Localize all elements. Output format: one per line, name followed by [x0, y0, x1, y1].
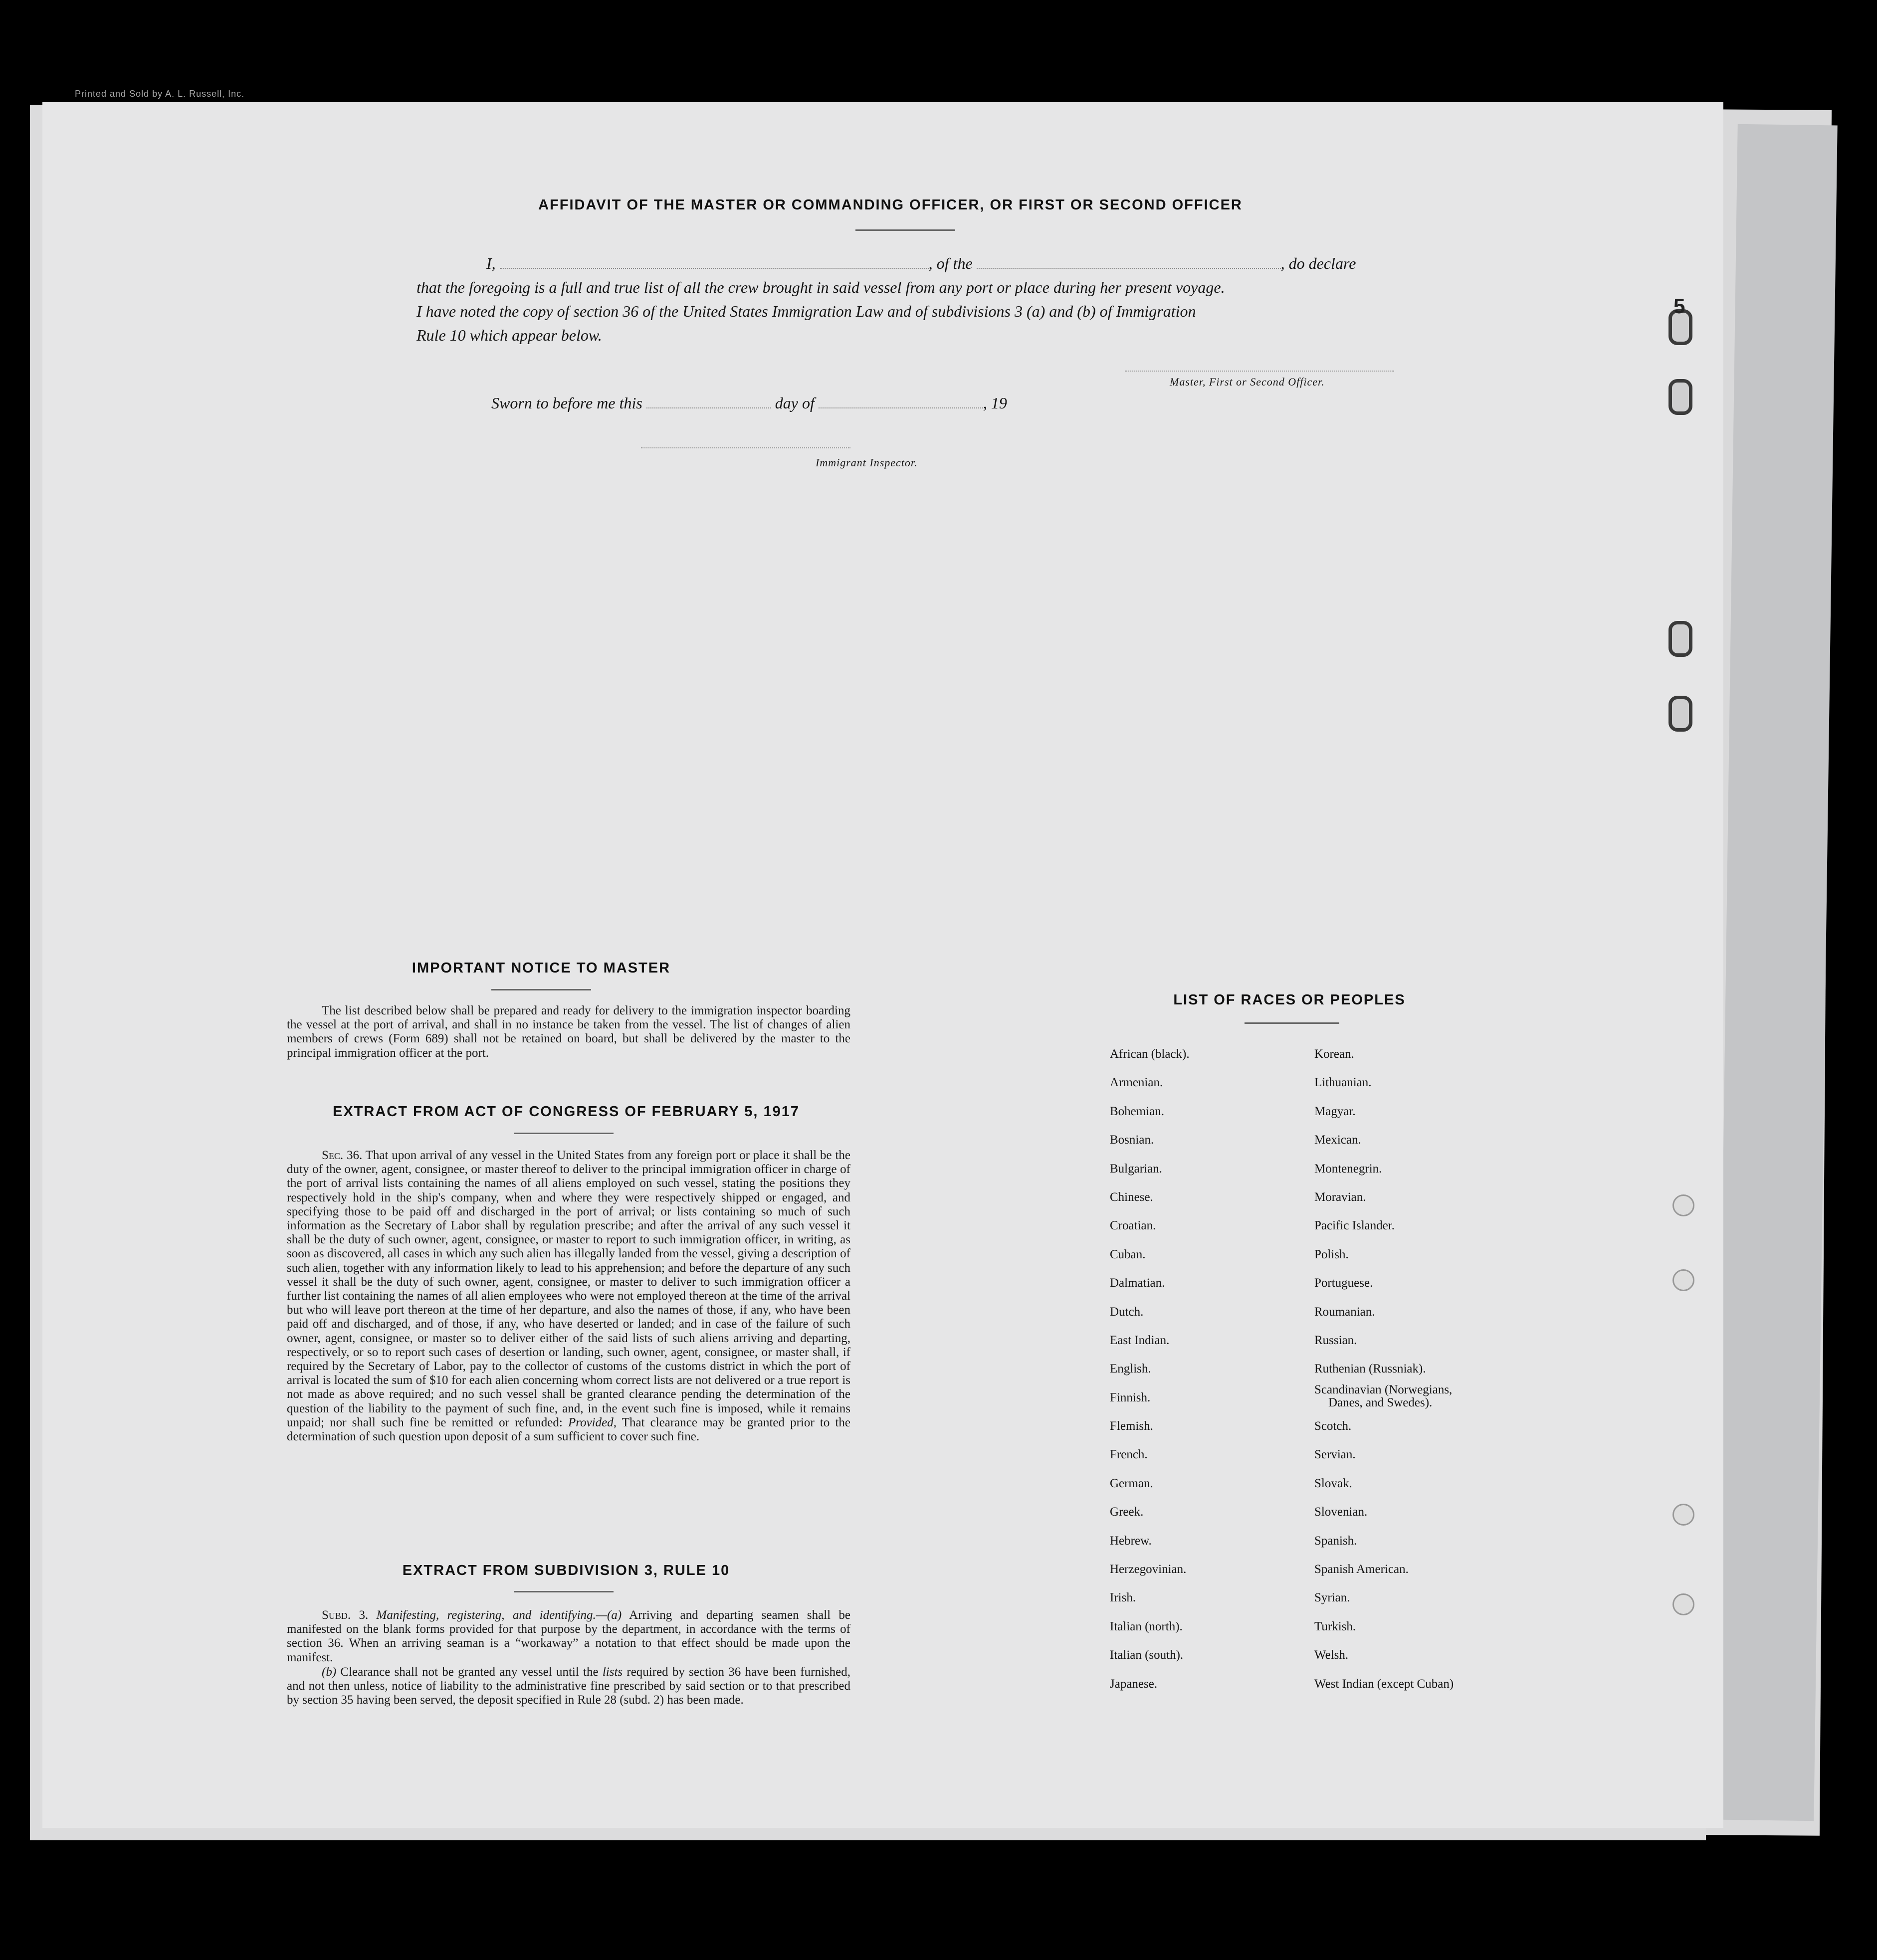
race-item [1314, 1355, 1454, 1383]
race-item-label: Scandinavian (Norwegians, [1314, 1382, 1453, 1396]
race-item [1314, 1068, 1454, 1097]
race-item [1314, 1527, 1454, 1555]
divider [1245, 1022, 1339, 1024]
affidavit-i: I, [486, 254, 496, 272]
sworn-month-field[interactable] [819, 392, 983, 408]
sec-label: Sec. 36. [322, 1149, 363, 1162]
binder-hole [1672, 1504, 1694, 1526]
race-item-label: Magyar. [1314, 1104, 1356, 1118]
race-item [1314, 1097, 1454, 1126]
race-item-label: African (black). [1110, 1047, 1190, 1061]
race-item [1110, 1097, 1190, 1126]
race-item-label: Pacific Islander. [1314, 1219, 1395, 1233]
race-item-label: Bulgarian. [1110, 1162, 1162, 1176]
race-item-label: Irish. [1110, 1591, 1136, 1605]
binder-hole [1672, 1593, 1694, 1615]
race-item-label: Lithuanian. [1314, 1076, 1372, 1090]
race-item-label: Greek. [1110, 1505, 1144, 1519]
race-item [1110, 1670, 1190, 1698]
extract-act-text [287, 1149, 850, 1444]
race-item [1314, 1126, 1454, 1154]
corner-mark: 5 [1673, 294, 1685, 318]
vessel-name-field[interactable] [977, 253, 1281, 269]
race-item [1110, 1326, 1190, 1355]
race-item [1314, 1641, 1454, 1669]
extract-rule-part-a [287, 1608, 850, 1665]
race-item [1110, 1469, 1190, 1498]
race-item [1110, 1383, 1190, 1412]
affidavit-title: AFFIDAVIT OF THE MASTER OR COMMANDING OFFICER, OR FIRST OR SECOND OFFICER [538, 197, 1243, 213]
race-item-label: Roumanian. [1314, 1305, 1375, 1319]
extract-rule-part-b [287, 1665, 850, 1708]
binder-ring [1668, 379, 1692, 415]
part-a-text: Arriving and departing seamen shall be manifested on the blank forms provided for that purpose by the department, in accordance with the terms of section 36. When an arriving seaman is a “workaway” a notation to that effect should be made upon the manifest. [287, 1608, 850, 1664]
race-item [1110, 1498, 1190, 1526]
race-item-label: Scotch. [1314, 1419, 1352, 1433]
sworn-line [491, 392, 1140, 414]
affidavit-of-the: , of the [928, 254, 973, 272]
race-item-label: Hebrew. [1110, 1534, 1152, 1548]
sec-text-a: That upon arrival of any vessel in the United States from any foreign port or place it shall be the duty of the owner, agent, consignee, or master thereof to deliver to the principal immigration officer in charge of the port of arrival lists containing the names of all aliens employed on such vessel, stating the positions they respectively hold in the ship's company, when and where they were respectively shipped or engaged, and specifying those to be paid off and discharged in the port of arrival; or lists containing so much of such information as the Secretary of Labor shall by regulation prescribe; and after the arrival of any such vessel it shall be the duty of such owner, agent, consignee, or master to report to such immigration officer, in writing, as soon as discovered, all cases in which any such alien has illegally landed from the vessel, giving a description of such alien, together with any information likely to lead to his apprehension; and before the departure of any such vessel it shall be the duty of such owner, agent, consignee, or master to deliver to such immigration officer a further list containing the names of all alien employees who were not employed thereon at the time of the arrival but who will leave port thereon at the time of her departure, and also the names of those, if any, who have been paid off and discharged, and of those, if any, who have deserted or landed; and in case of the failure of such owner, agent, consignee, or master so to deliver either of the said lists of such aliens arriving and departing, respectively, or so to report such cases of desertion or landing, such owner, agent, consignee, or master shall, if required by the Secretary of Labor, pay to the collector of customs of the customs district in which the port of arrival is located the sum of $10 for each alien concerning whom correct lists are not delivered or a true report is not made as above required; and no such vessel shall be granted clearance pending the determination of the question of the liability to the payment of such fine, and, in the event such fine is imposed, while it remains unpaid; nor shall such fine be remitted or refunded: [287, 1149, 850, 1429]
race-item [1314, 1440, 1454, 1469]
inspector-caption: Immigrant Inspector. [816, 456, 918, 469]
race-item-label: Chinese. [1110, 1190, 1153, 1204]
race-item-label: Dutch. [1110, 1305, 1144, 1319]
race-item [1110, 1040, 1190, 1068]
race-item [1110, 1641, 1190, 1669]
race-item [1110, 1440, 1190, 1469]
race-item [1314, 1211, 1454, 1240]
race-item-label: Italian (south). [1110, 1648, 1184, 1662]
race-item-label: Montenegrin. [1314, 1162, 1382, 1176]
race-item-label: Spanish. [1314, 1534, 1357, 1548]
part-b-lists: lists [602, 1665, 623, 1679]
affidavit-declare: , do declare [1280, 254, 1356, 272]
sec-text-b: That clearance may be granted prior to the determination of such question upon deposit of a sum sufficient to cover such fine. [287, 1415, 850, 1444]
binder-hole [1672, 1269, 1694, 1291]
race-item [1314, 1269, 1454, 1297]
binder-ring [1668, 696, 1692, 732]
inspector-signature-line[interactable] [641, 447, 850, 448]
race-item [1314, 1040, 1454, 1068]
race-item-label: Slovak. [1314, 1476, 1352, 1490]
race-item-label: French. [1110, 1448, 1148, 1462]
race-item-label: Flemish. [1110, 1419, 1153, 1433]
race-item [1314, 1326, 1454, 1355]
form-page [42, 102, 1723, 1828]
race-item-label: Finnish. [1110, 1390, 1151, 1404]
race-item-label: Welsh. [1314, 1648, 1349, 1662]
race-item-label: Spanish American. [1314, 1563, 1409, 1576]
affidavit-line-4: Rule 10 which appear below. [417, 326, 602, 344]
race-item [1110, 1412, 1190, 1440]
race-item [1314, 1240, 1454, 1269]
race-item [1314, 1383, 1454, 1412]
race-item-label: Japanese. [1110, 1677, 1158, 1691]
race-item-label: West Indian (except Cuban) [1314, 1677, 1454, 1691]
binder-ring [1668, 621, 1692, 657]
race-item [1110, 1126, 1190, 1154]
master-signature-line[interactable] [1125, 371, 1394, 372]
divider [491, 989, 591, 990]
race-item-label: Syrian. [1314, 1591, 1350, 1605]
race-item-label: Bohemian. [1110, 1104, 1165, 1118]
provided-word: Provided, [568, 1415, 617, 1429]
race-item-label: Dalmatian. [1110, 1276, 1165, 1290]
race-item-label: Turkish. [1314, 1619, 1356, 1633]
race-item [1314, 1612, 1454, 1641]
subd-heading: Manifesting, registering, and identifying. [376, 1608, 596, 1622]
binder-hole [1672, 1194, 1694, 1216]
race-item [1110, 1555, 1190, 1583]
race-item [1110, 1298, 1190, 1326]
race-item-label: English. [1110, 1362, 1151, 1376]
race-item-label: Moravian. [1314, 1190, 1366, 1204]
race-item [1110, 1527, 1190, 1555]
notice-title: IMPORTANT NOTICE TO MASTER [412, 960, 671, 976]
race-item [1314, 1183, 1454, 1211]
extract-rule-title: EXTRACT FROM SUBDIVISION 3, RULE 10 [402, 1563, 730, 1578]
master-caption: Master, First or Second Officer. [1170, 376, 1325, 388]
master-name-field[interactable] [500, 253, 929, 269]
race-item [1110, 1155, 1190, 1183]
printer-note: Printed and Sold by A. L. Russell, Inc. [75, 89, 245, 99]
race-item [1110, 1068, 1190, 1097]
race-item [1110, 1583, 1190, 1612]
races-column-1 [1110, 1040, 1190, 1698]
race-item [1314, 1555, 1454, 1583]
affidavit-line-1 [486, 252, 1459, 275]
divider [855, 229, 955, 231]
race-item-label: Servian. [1314, 1448, 1356, 1462]
sworn-day-field[interactable] [646, 392, 771, 408]
divider [514, 1133, 614, 1134]
race-item [1314, 1298, 1454, 1326]
race-item-label: Russian. [1314, 1333, 1357, 1347]
races-title: LIST OF RACES OR PEOPLES [1173, 992, 1406, 1008]
race-item [1314, 1583, 1454, 1612]
race-item [1110, 1612, 1190, 1641]
race-item-label: Korean. [1314, 1047, 1354, 1061]
part-a-label: —(a) [596, 1608, 622, 1622]
race-item [1314, 1498, 1454, 1526]
part-b-text-a: Clearance shall not be granted any vessel until the [340, 1665, 599, 1679]
race-item [1314, 1469, 1454, 1498]
race-item-label: Croatian. [1110, 1219, 1156, 1233]
affidavit-line-2: that the foregoing is a full and true list of all the crew brought in said vessel from any port or place during her present voyage. [417, 278, 1225, 296]
race-item-continuation: Danes, and Swedes). [1328, 1395, 1433, 1409]
race-item-label: Armenian. [1110, 1076, 1163, 1090]
race-item-label: Italian (north). [1110, 1619, 1183, 1633]
race-item [1314, 1412, 1454, 1440]
race-item [1110, 1211, 1190, 1240]
race-item [1110, 1269, 1190, 1297]
part-b-text-b: required by section 36 have been furnished, and not then unless, notice of liability to the administrative fine prescribed by said section or to that prescribed by section 35 having been served, the deposit specified in Rule 28 (subd. 2) has been made. [287, 1665, 850, 1707]
race-item [1110, 1355, 1190, 1383]
part-b-label: (b) [322, 1665, 337, 1679]
race-item-label: Polish. [1314, 1247, 1349, 1261]
race-item-label: Herzegovinian. [1110, 1563, 1187, 1576]
race-item-label: Cuban. [1110, 1247, 1146, 1261]
sworn-year: , 19 [983, 394, 1007, 412]
extract-act-title: EXTRACT FROM ACT OF CONGRESS OF FEBRUARY 5, 1917 [332, 1104, 800, 1120]
race-item-label: Ruthenian (Russniak). [1314, 1362, 1426, 1376]
race-item [1314, 1155, 1454, 1183]
sworn-prefix: Sworn to before me this [491, 394, 642, 412]
race-item-label: German. [1110, 1476, 1153, 1490]
race-item-label: Slovenian. [1314, 1505, 1368, 1519]
race-item [1110, 1240, 1190, 1269]
race-item-label: Portuguese. [1314, 1276, 1373, 1290]
race-item [1314, 1670, 1454, 1698]
divider [514, 1591, 614, 1592]
race-item-label: East Indian. [1110, 1333, 1170, 1347]
races-column-2 [1314, 1040, 1454, 1698]
notice-text: The list described below shall be prepared and ready for delivery to the immigration inspector boarding the vessel at the port of arrival, and shall in no instance be taken from the vessel. The list of changes of alien members of crews (Form 689) shall not be retained on board, but shall be delivered by the master to the principal immigration officer at the port. [287, 1004, 850, 1060]
race-item-label: Mexican. [1314, 1133, 1361, 1147]
race-item-label: Bosnian. [1110, 1133, 1154, 1147]
race-item [1110, 1183, 1190, 1211]
subd-label: Subd. 3. [322, 1608, 369, 1622]
affidavit-line-3: I have noted the copy of section 36 of the United States Immigration Law and of subdivisions 3 (a) and (b) of Immigration [417, 302, 1196, 320]
sworn-day-of: day of [775, 394, 815, 412]
